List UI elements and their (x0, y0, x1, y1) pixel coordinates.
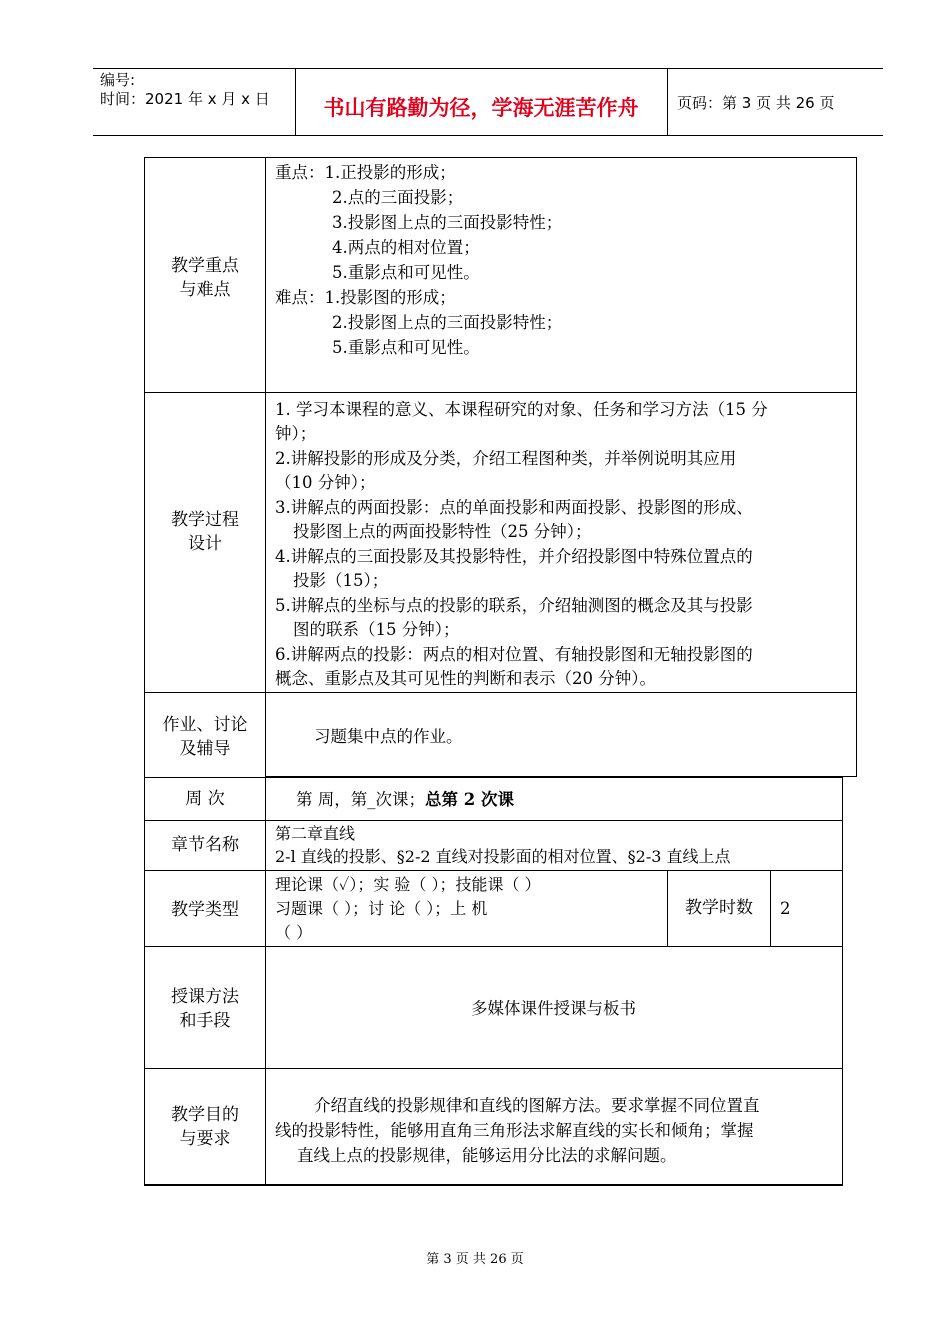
table-rule (144, 1184, 843, 1186)
process-line: 2.讲解投影的形成及分类，介绍工程图种类，并举例说明其应用 (275, 449, 737, 468)
process-line: （10 分钟）； (275, 473, 376, 492)
process-line: 投影（15）； (293, 571, 389, 590)
goal-label: 教学目的 与要求 (171, 1105, 239, 1149)
table-rule (144, 820, 843, 821)
focus-line: 2.点的三面投影； (332, 188, 464, 207)
hours-value: 2 (780, 899, 791, 918)
process-line: 5.讲解点的坐标与点的投影的联系，介绍轴测图的概念及其与投影 (275, 596, 753, 615)
table-rule (265, 157, 266, 1186)
homework-label: 作业、讨论 及辅导 (162, 715, 248, 759)
goal-line: 线的投影特性，能够用直角三角形法求解直线的实长和倾角；掌握 (275, 1121, 754, 1140)
chapter-title: 第二章直线 (275, 824, 356, 843)
goal-line: 直线上点的投影规律，能够运用分比法的求解问题。 (297, 1146, 677, 1165)
header-top-rule (93, 68, 883, 69)
table-rule (144, 777, 843, 778)
method-label: 授课方法 和手段 (171, 987, 239, 1031)
type-line: （ ） (275, 923, 313, 942)
process-line: 图的联系（15 分钟）； (293, 620, 460, 639)
difficulty-line: 难点：1.投影图的形成； (275, 288, 456, 307)
focus-line: 3.投影图上点的三面投影特性； (332, 213, 563, 232)
table-rule (842, 777, 843, 1186)
process-line: 概念、重影点及其可见性的判断和表示（20 分钟）。 (275, 669, 656, 688)
goal-line: 介绍直线的投影规律和直线的图解方法。要求掌握不同位置直 (314, 1096, 760, 1115)
week-label: 周 次 (185, 789, 225, 809)
process-line: 1. 学习本课程的意义、本课程研究的对象、任务和学习方法（15 分 (275, 400, 768, 419)
focus-line: 4.两点的相对位置； (332, 238, 480, 257)
focus-line: 5.重影点和可见性。 (332, 263, 480, 282)
doc-number-label: 编号: (100, 71, 136, 89)
table-rule (144, 870, 843, 871)
focus-label: 教学重点 与难点 (171, 256, 239, 300)
header-motto: 书山有路勤为径，学海无涯苦作舟 (323, 96, 639, 120)
header-divider (667, 68, 668, 136)
method-text: 多媒体课件授课与板书 (471, 999, 636, 1018)
table-rule (770, 870, 771, 947)
chapter-label: 章节名称 (171, 835, 239, 855)
week-text (296, 787, 514, 812)
table-rule (144, 157, 857, 158)
header-bottom-rule (93, 135, 883, 136)
hours-label: 教学时数 (685, 898, 753, 918)
process-line: 6.讲解两点的投影：两点的相对位置、有轴投影图和无轴投影图的 (275, 645, 753, 664)
difficulty-line: 5.重影点和可见性。 (332, 338, 480, 357)
process-label: 教学过程 设计 (171, 510, 239, 554)
type-line: 习题课（ ）；讨 论（ ）；上 机 (275, 899, 488, 918)
table-rule (144, 392, 857, 393)
process-line: 投影图上点的两面投影特性（25 分钟）； (293, 522, 592, 541)
table-rule (144, 946, 843, 947)
page-footer: 第 3 页 共 26 页 (426, 1252, 524, 1267)
week-total: 总第 2 次课 (425, 790, 514, 809)
table-rule (144, 692, 857, 693)
table-rule (144, 1068, 843, 1069)
process-line: 4.讲解点的三面投影及其投影特性，并介绍投影图中特殊位置点的 (275, 547, 753, 566)
homework-text: 习题集中点的作业。 (314, 727, 463, 746)
difficulty-line: 2.投影图上点的三面投影特性； (332, 313, 563, 332)
doc-time-label: 时间：2021 年 x 月 x 日 (100, 90, 270, 108)
process-line: 3.讲解点的两面投影：点的单面投影和两面投影、投影图的形成、 (275, 498, 753, 517)
process-line: 钟）； (275, 424, 317, 443)
type-line: 理论课（✓）；实 验（ ）；技能课（ ） (275, 875, 541, 894)
page-info: 页码：第 3 页 共 26 页 (677, 94, 835, 112)
week-prefix: 第 周，第_次课； (296, 790, 425, 809)
type-label: 教学类型 (171, 900, 239, 920)
focus-line: 重点：1.正投影的形成； (275, 163, 456, 182)
table-rule (856, 157, 857, 777)
chapter-sections: 2-l 直线的投影、§2-2 直线对投影面的相对位置、§2-3 直线上点 (275, 847, 731, 866)
